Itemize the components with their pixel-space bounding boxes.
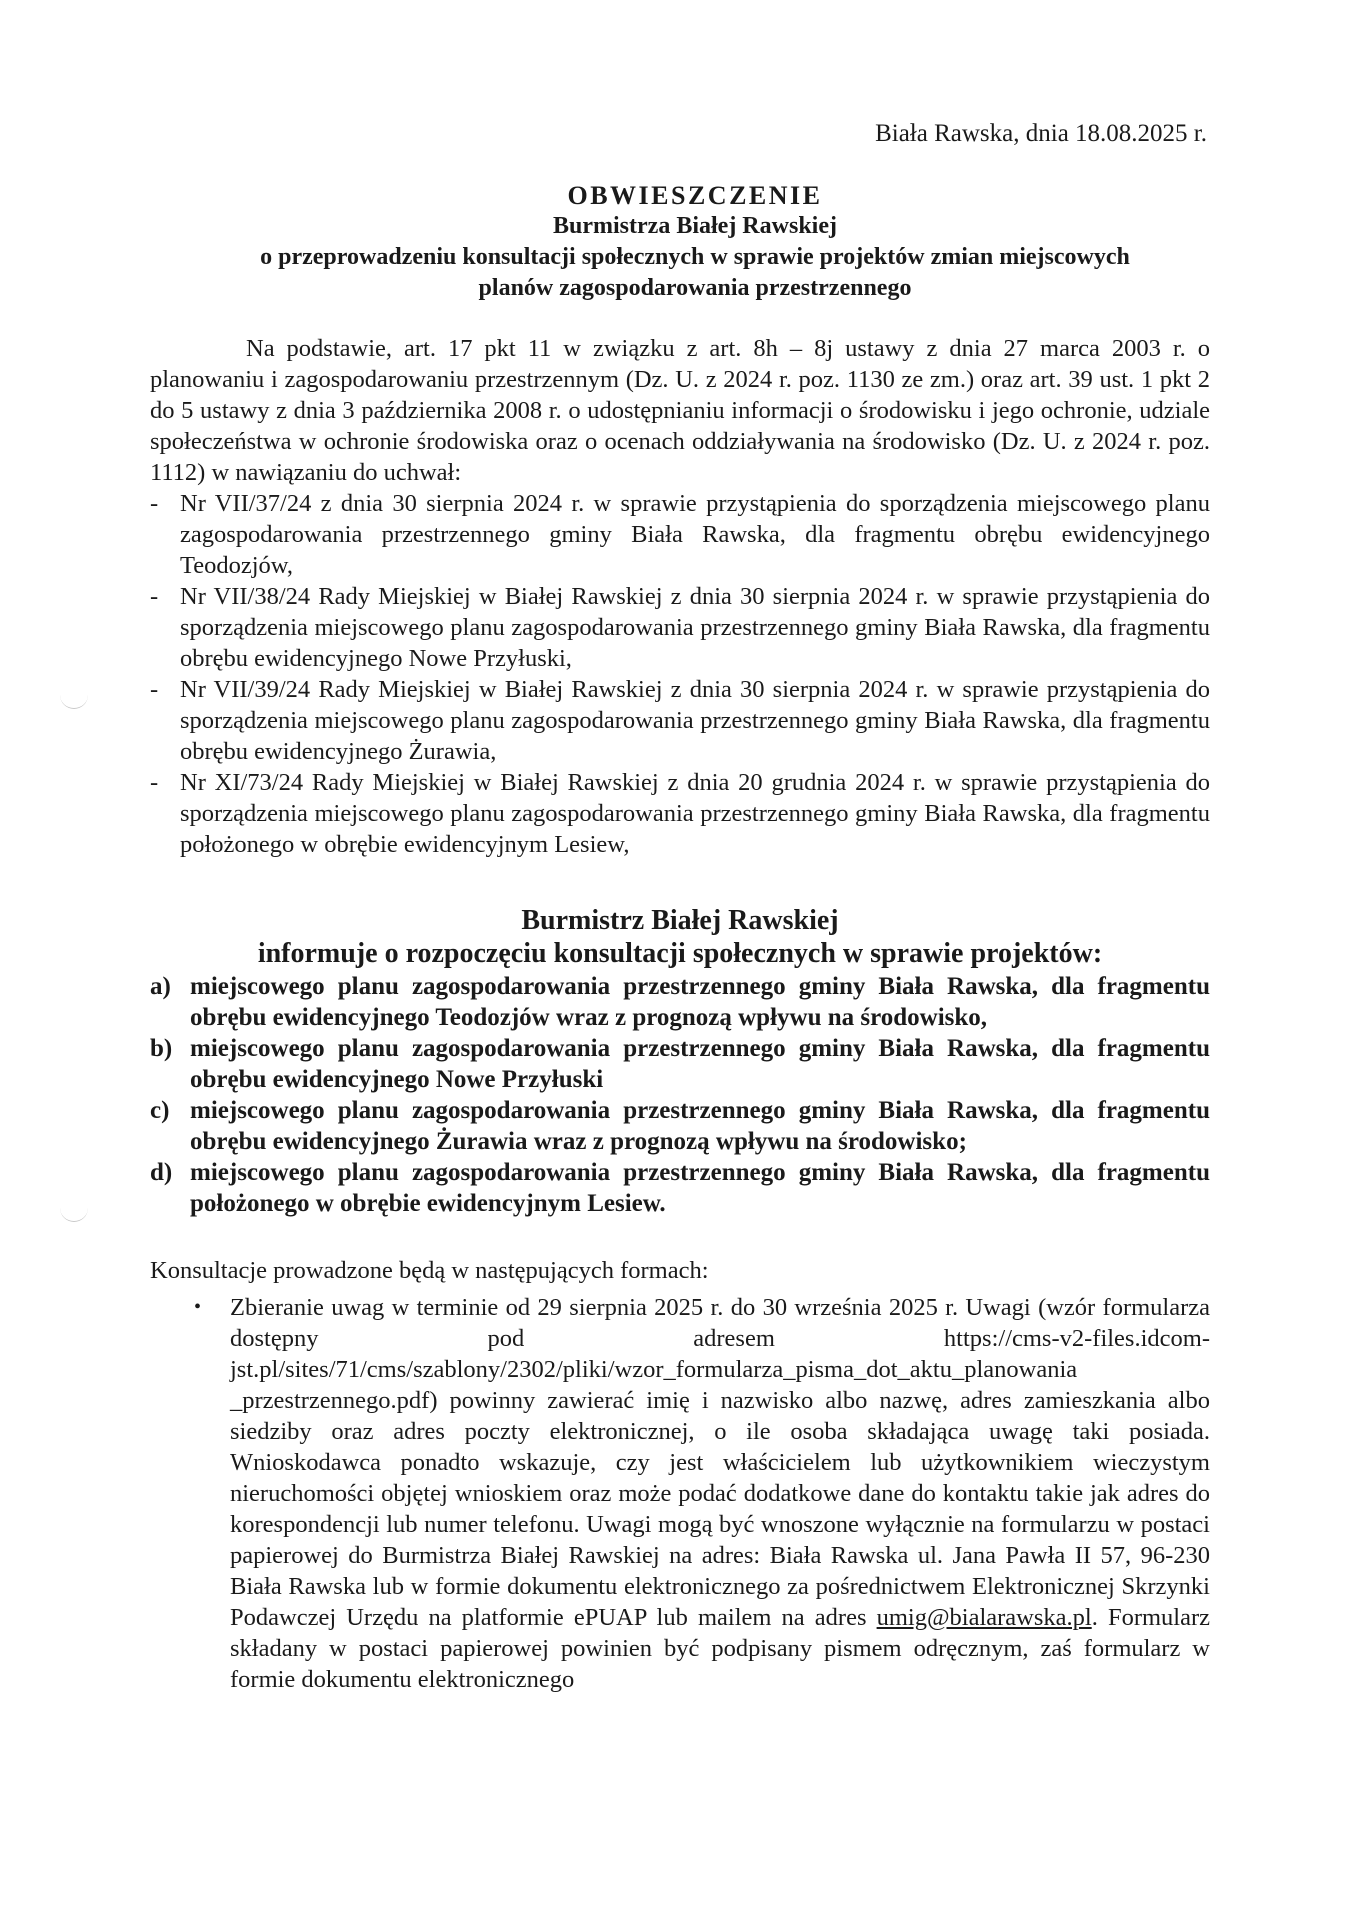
- forms-list: [150, 1292, 1210, 1695]
- resolution-text: Nr VII/38/24 Rady Miejskiej w Białej Rawskiej z dnia 30 sierpnia 2024 r. w sprawie przystąpienia do sporządzenia miejscowego planu zagospodarowania przestrzennego gminy Biała Rawska, dla fragmentu obrębu ewidencyjnego Nowe Przyłuski,: [180, 583, 1210, 672]
- project-text: miejscowego planu zagospodarowania przestrzennego gminy Biała Rawska, dla fragmentu obrębu ewidencyjnego Nowe Przyłuski: [190, 1035, 1210, 1093]
- notice-title: OBWIESZCZENIE: [567, 181, 823, 210]
- bullet-icon: •: [194, 1296, 202, 1318]
- list-marker: -: [150, 490, 159, 517]
- project-item: [150, 1157, 1210, 1219]
- project-item: [150, 971, 1210, 1033]
- section-subtitle: informuje o rozpoczęciu konsultacji społecznych w sprawie projektów:: [257, 938, 1103, 969]
- notice-header: [180, 180, 1210, 304]
- list-marker: -: [150, 583, 159, 610]
- resolutions-list: [150, 488, 1210, 860]
- date-line: Biała Rawska, dnia 18.08.2025 r.: [875, 120, 1207, 147]
- consultation-forms: [150, 1255, 1210, 1695]
- project-item: [150, 1095, 1210, 1157]
- form-item-text-part-1: Zbieranie uwag w terminie od 29 sierpnia 2025 r. do 30 września 2025 r. Uwagi (wzór formularza dostępny pod adresem https://cms-v2-files.idcom-jst.pl/sites/71/cms/szablony/2302/pliki/wzor_formularza_pisma_dot_aktu_planowania _przestrzennego.pdf) powinny zawierać imię i nazwisko albo nazwę, adres zamieszkania albo siedziby oraz adres poczty elektronicznej, o ile osoba składająca uwagę taki posiada. Wnioskodawca ponadto wskazuje, czy jest właścicielem lub użytkownikiem wieczystym nieruchomości objętej wnioskiem oraz może podać dodatkowe dane do kontaktu takie jak adres do korespondencji lub numer telefonu. Uwagi mogą być wnoszone wyłącznie na formularzu w postaci papierowej do Burmistrza Białej Rawskiej na adres: Biała Rawska ul. Jana Pawła II 57, 96-230 Biała Rawska lub w formie dokumentu elektronicznego za pośrednictwem Elektronicznej Skrzynki Podawczej Urzędu na platformie ePUAP lub mailem na adres: [230, 1294, 1210, 1631]
- legal-basis-paragraph: Na podstawie, art. 17 pkt 11 w związku z art. 8h – 8j ustawy z dnia 27 marca 2003 r. o planowaniu i zagospodarowaniu przestrzennym (Dz. U. z 2024 r. poz. 1130 ze zm.) oraz art. 39 ust. 1 pkt 2 do 5 ustawy z dnia 3 października 2008 r. o udostępnianiu informacji o środowisku i jego ochronie, udziale społeczeństwa w ochronie środowiska oraz o ocenach oddziaływania na środowisko (Dz. U. z 2024 r. poz. 1112) w nawiązaniu do uchwał:: [150, 335, 1210, 486]
- project-text: miejscowego planu zagospodarowania przestrzennego gminy Biała Rawska, dla fragmentu obrębu ewidencyjnego Teodozjów wraz z prognozą wpływu na środowisko,: [190, 973, 1210, 1031]
- notice-topic-line-1: o przeprowadzeniu konsultacji społecznych w sprawie projektów zmian miejscowych: [260, 244, 1130, 270]
- list-marker: b): [150, 1035, 173, 1062]
- email-link[interactable]: umig@bialarawska.pl: [876, 1604, 1092, 1631]
- legal-basis: [150, 333, 1210, 860]
- projects-list: [150, 971, 1210, 1219]
- punch-hole-mark: [60, 692, 88, 709]
- form-item: [194, 1292, 1210, 1695]
- resolution-item: [150, 674, 1210, 767]
- list-marker: -: [150, 769, 159, 796]
- resolution-item: [150, 767, 1210, 860]
- section-title: Burmistrz Białej Rawskiej: [521, 905, 839, 936]
- list-marker: a): [150, 973, 171, 1000]
- announcement-section: [150, 905, 1210, 1219]
- notice-topic-line-2: planów zagospodarowania przestrzennego: [478, 275, 912, 301]
- resolution-text: Nr XI/73/24 Rady Miejskiej w Białej Rawskiej z dnia 20 grudnia 2024 r. w sprawie przystąpienia do sporządzenia miejscowego planu zagospodarowania przestrzennego gminy Biała Rawska, dla fragmentu położonego w obrębie ewidencyjnym Lesiew,: [180, 769, 1210, 858]
- form-item-text-part-2: . Formularz składany w postaci papierowej powinien być podpisany pismem odręcznym, zaś formularz w formie dokumentu elektronicznego: [230, 1604, 1210, 1693]
- list-marker: d): [150, 1159, 173, 1186]
- notice-issuer: Burmistrza Białej Rawskiej: [553, 213, 837, 239]
- resolution-text: Nr VII/37/24 z dnia 30 sierpnia 2024 r. w sprawie przystąpienia do sporządzenia miejscowego planu zagospodarowania przestrzennego gminy Biała Rawska, dla fragmentu obrębu ewidencyjnego Teodozjów,: [180, 490, 1210, 579]
- list-marker: -: [150, 676, 159, 703]
- resolution-item: [150, 581, 1210, 674]
- resolution-item: [150, 488, 1210, 581]
- project-item: [150, 1033, 1210, 1095]
- project-text: miejscowego planu zagospodarowania przestrzennego gminy Biała Rawska, dla fragmentu położonego w obrębie ewidencyjnym Lesiew.: [190, 1159, 1210, 1217]
- forms-lead: Konsultacje prowadzone będą w następujących formach:: [150, 1257, 709, 1284]
- project-text: miejscowego planu zagospodarowania przestrzennego gminy Biała Rawska, dla fragmentu obrębu ewidencyjnego Żurawia wraz z prognozą wpływu na środowisko;: [190, 1097, 1210, 1155]
- list-marker: c): [150, 1097, 170, 1124]
- resolution-text: Nr VII/39/24 Rady Miejskiej w Białej Rawskiej z dnia 30 sierpnia 2024 r. w sprawie przystąpienia do sporządzenia miejscowego planu zagospodarowania przestrzennego gminy Biała Rawska, dla fragmentu obrębu ewidencyjnego Żurawia,: [180, 676, 1210, 765]
- punch-hole-mark: [60, 1205, 88, 1222]
